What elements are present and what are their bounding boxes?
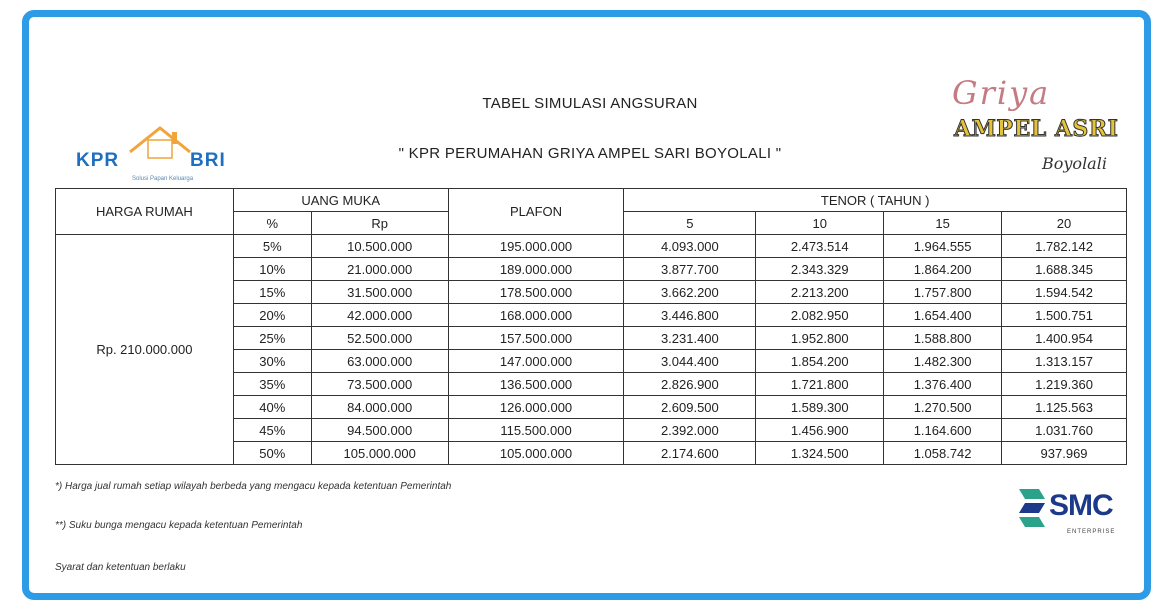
table-cell: 94.500.000 bbox=[311, 419, 448, 442]
table-cell: 21.000.000 bbox=[311, 258, 448, 281]
table-cell: 84.000.000 bbox=[311, 396, 448, 419]
table-cell: 1.031.760 bbox=[1002, 419, 1127, 442]
table-cell: 50% bbox=[233, 442, 311, 465]
table-cell: 20% bbox=[233, 304, 311, 327]
table-cell: 42.000.000 bbox=[311, 304, 448, 327]
table-cell: 105.000.000 bbox=[311, 442, 448, 465]
table-cell: 1.219.360 bbox=[1002, 373, 1127, 396]
table-cell: 30% bbox=[233, 350, 311, 373]
header-harga-rumah: HARGA RUMAH bbox=[56, 189, 234, 235]
page-subtitle: " KPR PERUMAHAN GRIYA AMPEL SARI BOYOLALI " bbox=[398, 145, 782, 162]
table-cell: 63.000.000 bbox=[311, 350, 448, 373]
table-cell: 2.392.000 bbox=[624, 419, 756, 442]
table-cell: 25% bbox=[233, 327, 311, 350]
table-cell: 168.000.000 bbox=[448, 304, 624, 327]
table-cell: 1.456.900 bbox=[756, 419, 884, 442]
table-cell: 1.313.157 bbox=[1002, 350, 1127, 373]
smc-emblem-icon bbox=[1015, 485, 1049, 535]
note-harga: *) Harga jual rumah setiap wilayah berbeda yang mengacu kepada ketentuan Pemerintah bbox=[55, 481, 452, 492]
table-cell: 5% bbox=[233, 235, 311, 258]
table-cell: 1.952.800 bbox=[756, 327, 884, 350]
header-percent: % bbox=[233, 212, 311, 235]
header-tenor-15: 15 bbox=[884, 212, 1002, 235]
table-cell: 195.000.000 bbox=[448, 235, 624, 258]
table-cell: 73.500.000 bbox=[311, 373, 448, 396]
table-cell: 35% bbox=[233, 373, 311, 396]
table-cell: 1.964.555 bbox=[884, 235, 1002, 258]
table-cell: 157.500.000 bbox=[448, 327, 624, 350]
table-cell: 1.757.800 bbox=[884, 281, 1002, 304]
table-cell: 45% bbox=[233, 419, 311, 442]
table-cell: 10.500.000 bbox=[311, 235, 448, 258]
table-cell: 1.376.400 bbox=[884, 373, 1002, 396]
boyolali-text: Boyolali bbox=[1042, 154, 1107, 173]
house-roof-icon bbox=[124, 122, 196, 162]
header-rp: Rp bbox=[311, 212, 448, 235]
table-cell: 52.500.000 bbox=[311, 327, 448, 350]
table-cell: 1.125.563 bbox=[1002, 396, 1127, 419]
table-cell: 2.343.329 bbox=[756, 258, 884, 281]
table-cell: 115.500.000 bbox=[448, 419, 624, 442]
kpr-text: KPR bbox=[76, 150, 120, 171]
table-cell: 2.213.200 bbox=[756, 281, 884, 304]
table-cell: 1.721.800 bbox=[756, 373, 884, 396]
smc-enterprise-text: ENTERPRISE bbox=[1067, 529, 1116, 535]
note-suku-bunga: **) Suku bunga mengacu kepada ketentuan Pemerintah bbox=[55, 520, 303, 531]
griya-ampel-asri-logo bbox=[930, 68, 1130, 188]
bri-text: BRI bbox=[190, 150, 226, 171]
ampel-asri-text: AMPEL ASRI bbox=[954, 116, 1119, 142]
table-cell: 40% bbox=[233, 396, 311, 419]
header-tenor-5: 5 bbox=[624, 212, 756, 235]
header-uang-muka: UANG MUKA bbox=[233, 189, 448, 212]
table-cell: 1.324.500 bbox=[756, 442, 884, 465]
griya-text: Griya bbox=[952, 74, 1051, 112]
table-cell: 2.826.900 bbox=[624, 373, 756, 396]
table-cell: 31.500.000 bbox=[311, 281, 448, 304]
table-cell: 1.589.300 bbox=[756, 396, 884, 419]
table-cell: 105.000.000 bbox=[448, 442, 624, 465]
table-cell: 1.482.300 bbox=[884, 350, 1002, 373]
table-cell: 1.864.200 bbox=[884, 258, 1002, 281]
table-cell: 4.093.000 bbox=[624, 235, 756, 258]
header-tenor: TENOR ( TAHUN ) bbox=[624, 189, 1127, 212]
table-cell: 10% bbox=[233, 258, 311, 281]
table-cell: 1.654.400 bbox=[884, 304, 1002, 327]
table-cell: 3.231.400 bbox=[624, 327, 756, 350]
harga-rumah-value: Rp. 210.000.000 bbox=[56, 235, 234, 465]
installment-table bbox=[55, 188, 1127, 465]
table-cell: 937.969 bbox=[1002, 442, 1127, 465]
table-cell: 2.082.950 bbox=[756, 304, 884, 327]
header-tenor-10: 10 bbox=[756, 212, 884, 235]
table-cell: 1.270.500 bbox=[884, 396, 1002, 419]
table-cell: 2.174.600 bbox=[624, 442, 756, 465]
table-cell: 3.446.800 bbox=[624, 304, 756, 327]
smc-logo bbox=[1015, 483, 1130, 543]
page-title: TABEL SIMULASI ANGSURAN bbox=[482, 95, 698, 112]
table-cell: 1.688.345 bbox=[1002, 258, 1127, 281]
kpr-bri-logo bbox=[72, 122, 242, 187]
header-tenor-20: 20 bbox=[1002, 212, 1127, 235]
table-cell: 136.500.000 bbox=[448, 373, 624, 396]
table-cell: 189.000.000 bbox=[448, 258, 624, 281]
header-plafon: PLAFON bbox=[448, 189, 624, 235]
table-cell: 1.594.542 bbox=[1002, 281, 1127, 304]
table-cell: 3.662.200 bbox=[624, 281, 756, 304]
table-cell: 1.854.200 bbox=[756, 350, 884, 373]
table-cell: 1.500.751 bbox=[1002, 304, 1127, 327]
table-cell: 1.400.954 bbox=[1002, 327, 1127, 350]
table-cell: 1.782.142 bbox=[1002, 235, 1127, 258]
table-cell: 2.609.500 bbox=[624, 396, 756, 419]
table-cell: 1.588.800 bbox=[884, 327, 1002, 350]
table-cell: 147.000.000 bbox=[448, 350, 624, 373]
table-cell: 178.500.000 bbox=[448, 281, 624, 304]
table-cell: 3.044.400 bbox=[624, 350, 756, 373]
table-row bbox=[56, 235, 1127, 258]
kpr-tagline: Solusi Papan Keluarga bbox=[132, 176, 194, 182]
note-syarat: Syarat dan ketentuan berlaku bbox=[55, 562, 186, 573]
table-cell: 1.058.742 bbox=[884, 442, 1002, 465]
table-cell: 126.000.000 bbox=[448, 396, 624, 419]
table-cell: 15% bbox=[233, 281, 311, 304]
table-cell: 1.164.600 bbox=[884, 419, 1002, 442]
smc-text: SMC bbox=[1049, 489, 1113, 522]
table-cell: 3.877.700 bbox=[624, 258, 756, 281]
table-cell: 2.473.514 bbox=[756, 235, 884, 258]
